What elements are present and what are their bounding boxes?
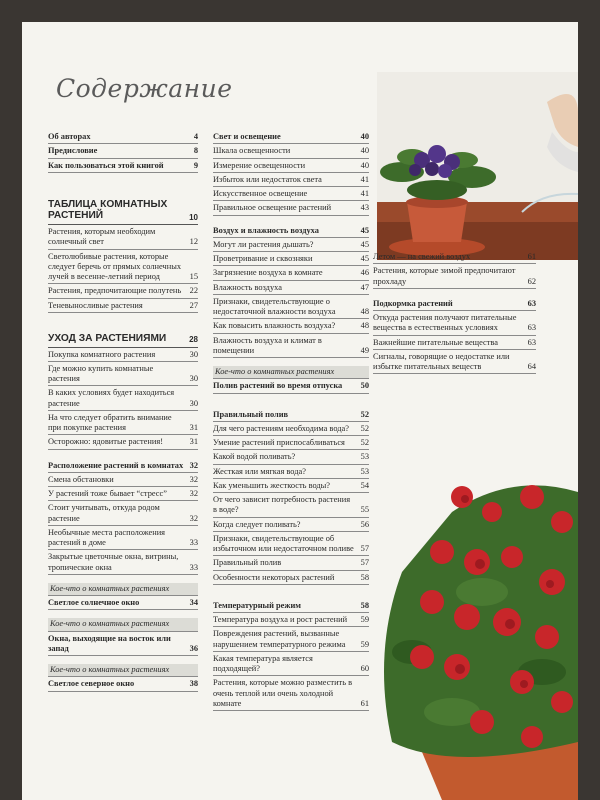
feature-kicker: Кое-что о комнатных растениях — [48, 583, 198, 596]
toc-entry[interactable]: Теневыносливые растения 27 — [48, 299, 198, 313]
toc-entry[interactable]: Когда следует поливать? 56 — [213, 518, 369, 532]
toc-entry[interactable]: Избыток или недостаток света 41 — [213, 173, 369, 187]
toc-entry[interactable]: Сигналы, говорящие о недостатке или избытке питательных веществ 64 — [373, 350, 536, 375]
feature-kicker: Кое-что о комнатных растениях — [213, 366, 369, 379]
toc-entry[interactable]: Светолюбивые растения, которые следует беречь от прямых солнечных лучей в весенне-летний период 15 — [48, 250, 198, 285]
toc-entry[interactable]: Откуда растения получают питательные вещества в естественных условиях 63 — [373, 311, 536, 336]
toc-entry[interactable]: Искусственное освещение 41 — [213, 187, 369, 201]
toc-entry[interactable]: Признаки, свидетельствующие о недостаточной влажности воздуха 48 — [213, 295, 369, 320]
toc-feature-entry[interactable]: Светлое солнечное окно 34 — [48, 596, 198, 610]
toc-entry[interactable]: Растения, которым необходим солнечный свет 12 — [48, 225, 198, 250]
toc-entry[interactable]: Растения, предпочитающие полутень 22 — [48, 284, 198, 298]
toc-section-heading[interactable]: ТАБЛИЦА КОМНАТНЫХ РАСТЕНИЙ 10 — [48, 199, 198, 225]
toc-entry[interactable]: Умение растений приспосабливаться 52 — [213, 436, 369, 450]
toc-entry[interactable]: Осторожно: ядовитые растения! 31 — [48, 435, 198, 449]
toc-section-heading[interactable]: УХОД ЗА РАСТЕНИЯМИ 28 — [48, 333, 198, 348]
toc-feature-entry[interactable]: Полив растений во время отпуска 50 — [213, 379, 369, 393]
toc-entry[interactable]: Загрязнение воздуха в комнате 46 — [213, 266, 369, 280]
toc-entry[interactable]: Летом — на свежий воздух 61 — [373, 250, 536, 264]
toc-entry[interactable]: Признаки, свидетельствующие об избыточном или недостаточном поливе 57 — [213, 532, 369, 557]
toc-subsection-heading[interactable]: Температурный режим 58 — [213, 599, 369, 613]
toc-entry[interactable]: На что следует обратить внимание при покупке растения 31 — [48, 411, 198, 436]
toc-subsection-heading[interactable]: Воздух и влажность воздуха 45 — [213, 224, 369, 238]
toc-entry[interactable]: Повреждения растений, вызванные нарушением температурного режима 59 — [213, 627, 369, 652]
toc-entry[interactable]: Закрытые цветочные окна, витрины, тропические окна 33 — [48, 550, 198, 575]
page-title: Содержание — [56, 74, 233, 103]
toc-entry[interactable]: Какой водой поливать? 53 — [213, 450, 369, 464]
toc-entry[interactable]: В каких условиях будет находиться растение 30 — [48, 386, 198, 411]
toc-entry[interactable]: Влажность воздуха 47 — [213, 281, 369, 295]
toc-entry[interactable]: Как повысить влажность воздуха? 48 — [213, 319, 369, 333]
toc-entry[interactable]: Какая температура является подходящей? 60 — [213, 652, 369, 677]
toc-entry[interactable]: Измерение освещенности 40 — [213, 159, 369, 173]
contents-column-2 — [213, 130, 369, 711]
toc-entry[interactable]: Стоит учитывать, откуда родом растение 32 — [48, 501, 198, 526]
toc-entry[interactable]: Покупка комнатного растения 30 — [48, 348, 198, 362]
toc-entry[interactable]: Шкала освещенности 40 — [213, 144, 369, 158]
toc-entry[interactable]: Важнейшие питательные вещества 63 — [373, 336, 536, 350]
toc-subsection-heading[interactable]: Свет и освещение 40 — [213, 130, 369, 144]
contents-column-3 — [373, 250, 536, 374]
toc-entry[interactable]: Для чего растениям необходима вода? 52 — [213, 422, 369, 436]
contents-page — [22, 22, 578, 800]
toc-entry[interactable]: Об авторах 4 — [48, 130, 198, 144]
toc-entry[interactable]: От чего зависит потребность растения в воде? 55 — [213, 493, 369, 518]
toc-entry[interactable]: Необычные места расположения растений в доме 33 — [48, 526, 198, 551]
toc-feature-entry[interactable]: Окна, выходящие на восток или запад 36 — [48, 632, 198, 657]
toc-entry[interactable]: Как пользоваться этой книгой 9 — [48, 159, 198, 173]
toc-entry[interactable]: Влажность воздуха и климат в помещении 49 — [213, 334, 369, 359]
toc-entry[interactable]: Где можно купить комнатные растения 30 — [48, 362, 198, 387]
toc-entry[interactable]: Смена обстановки 32 — [48, 473, 198, 487]
toc-entry[interactable]: Растения, которые зимой предпочитают прохладу 62 — [373, 264, 536, 289]
feature-kicker: Кое-что о комнатных растениях — [48, 664, 198, 677]
toc-subsection-heading[interactable]: Правильный полив 52 — [213, 408, 369, 422]
toc-entry[interactable]: Температура воздуха и рост растений 59 — [213, 613, 369, 627]
toc-entry[interactable]: Особенности некоторых растений 58 — [213, 571, 369, 585]
toc-entry[interactable]: Могут ли растения дышать? 45 — [213, 238, 369, 252]
toc-entry[interactable]: Проветривание и сквозняки 45 — [213, 252, 369, 266]
toc-subsection-heading[interactable]: Расположение растений в комнатах 32 — [48, 459, 198, 473]
toc-entry[interactable]: У растений тоже бывает “стресс” 32 — [48, 487, 198, 501]
toc-feature-entry[interactable]: Светлое северное окно 38 — [48, 677, 198, 691]
toc-subsection-heading[interactable]: Подкормка растений 63 — [373, 297, 536, 311]
toc-entry[interactable]: Предисловие 8 — [48, 144, 198, 158]
toc-entry[interactable]: Жесткая или мягкая вода? 53 — [213, 465, 369, 479]
toc-entry[interactable]: Как уменьшить жесткость воды? 54 — [213, 479, 369, 493]
toc-entry[interactable]: Правильный полив 57 — [213, 556, 369, 570]
feature-kicker: Кое-что о комнатных растениях — [48, 618, 198, 631]
contents-column-1 — [48, 130, 198, 692]
toc-entry[interactable]: Растения, которые можно разместить в очень теплой или очень холодной комнате 61 — [213, 676, 369, 711]
toc-entry[interactable]: Правильное освещение растений 43 — [213, 201, 369, 215]
rose-photo — [362, 452, 578, 800]
violet-photo — [377, 72, 578, 260]
